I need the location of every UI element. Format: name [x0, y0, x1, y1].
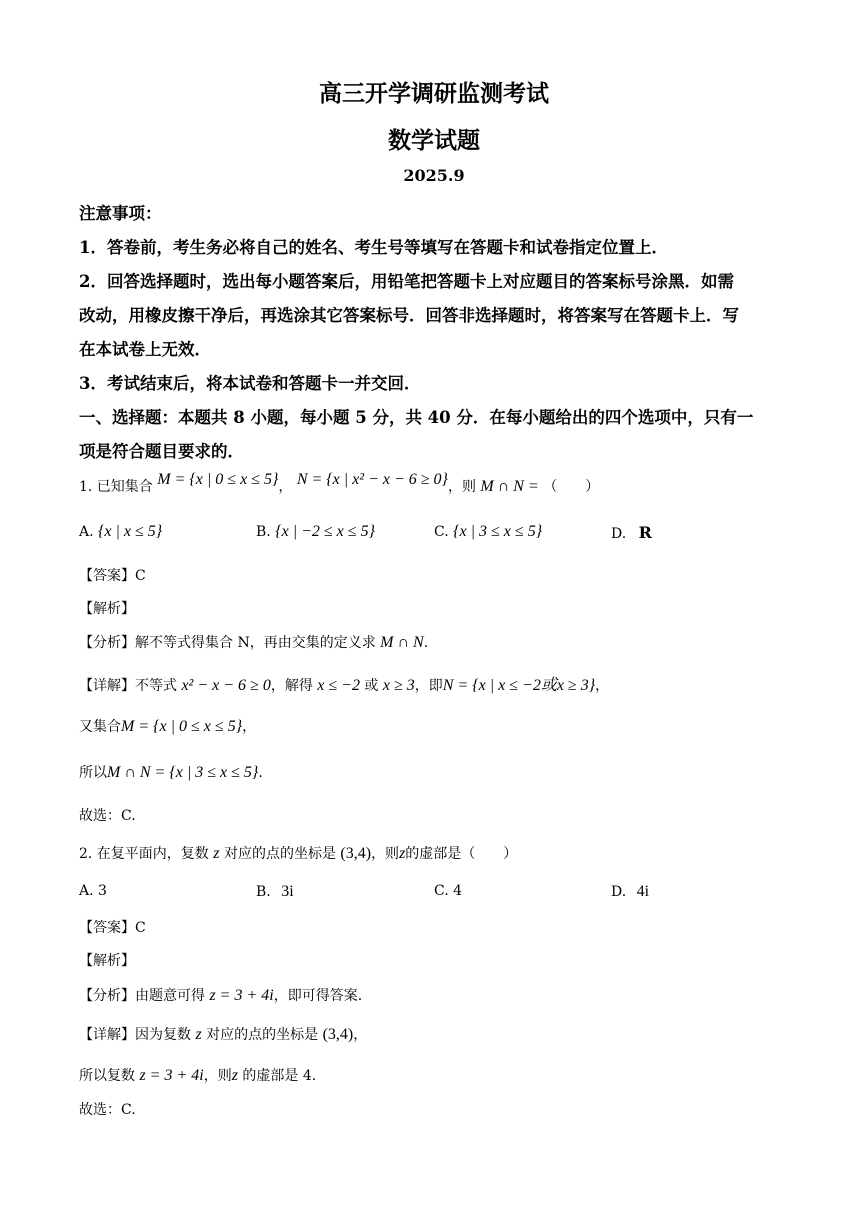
- q1-ask-expr: M ∩ N =: [480, 478, 539, 495]
- q2-coord: (3,4): [340, 845, 372, 862]
- q2-z: z: [213, 845, 220, 862]
- q1-xiangjie-root-2: x ≥ 3: [382, 677, 415, 694]
- q1-fenxi-expr: M ∩ N: [380, 634, 424, 651]
- q1-option-b: [256, 523, 375, 541]
- q2-option-d: [611, 883, 649, 901]
- exam-title: 高三开学调研监测考试: [319, 80, 549, 107]
- q2-xiangjie-z: z: [195, 1026, 202, 1043]
- q1-option-c-label: C.: [434, 524, 449, 540]
- q1-option-a-label: A.: [79, 524, 94, 540]
- q1-xiangjie-ji: ，即: [414, 678, 443, 694]
- subject-title: 数学试题: [388, 127, 480, 154]
- q1-again: [79, 716, 256, 736]
- exam-date: 2025.9: [403, 166, 465, 185]
- q1-conclusion-end: .: [258, 765, 263, 781]
- q2-option-b: [256, 883, 294, 901]
- q2-choose: 故选：C.: [79, 1102, 136, 1118]
- q2-conclusion-end: 的虚部是 4.: [242, 1068, 317, 1084]
- notice-heading: 注意事项：: [79, 204, 162, 223]
- notice-item-3: 3．考试结束后，将本试卷和答题卡一并交回．: [79, 374, 421, 393]
- q1-xiangjie-end: ，: [595, 678, 610, 694]
- q1-option-d: [611, 523, 652, 542]
- q2-xiangjie-text: 【详解】因为复数: [79, 1027, 191, 1043]
- q2-xiangjie: [79, 1024, 367, 1044]
- q1-option-b-value: {x | −2 ≤ x ≤ 5}: [275, 523, 375, 540]
- q1-fenxi-end: .: [423, 635, 429, 651]
- q2-conclusion-text: 所以复数: [79, 1068, 135, 1084]
- q1-again-text: 又集合: [79, 719, 121, 735]
- q1-paren: （ ）: [543, 479, 600, 495]
- q2-z-2: z: [399, 845, 406, 862]
- q1-conclusion-text: 所以: [79, 765, 107, 781]
- q1-again-expr: M = {x | 0 ≤ x ≤ 5}: [121, 718, 243, 735]
- q2-option-b-value: 3i: [281, 883, 294, 900]
- q1-xiangjie-mid: ，解得: [270, 678, 313, 694]
- q1-xiangjie-ineq: x² − x − 6 ≥ 0: [181, 677, 271, 694]
- q1-fenxi-text: 【分析】解不等式得集合 N，再由交集的定义求: [79, 635, 376, 651]
- question-1-stem: [79, 471, 600, 496]
- q1-conclusion: [79, 762, 263, 782]
- q1-option-d-label: D.: [611, 526, 627, 542]
- q2-conclusion-expr: z = 3 + 4i: [139, 1067, 204, 1084]
- q2-option-b-label: B.: [256, 884, 271, 900]
- q1-xiangjie: [79, 672, 609, 695]
- section-heading-line-2: 项是符合题目要求的．: [79, 442, 244, 461]
- q1-conclusion-expr: M ∩ N = {x | 3 ≤ x ≤ 5}: [107, 764, 259, 781]
- q2-stem-end: 的虚部是（ ）: [405, 846, 518, 862]
- q2-conclusion-mid: ，则: [203, 1068, 232, 1084]
- notice-item-1: 1．答卷前，考生务必将自己的姓名、考生号等填写在答题卡和试卷指定位置上．: [79, 238, 668, 257]
- section-heading-line-1: 一、选择题：本题共 8 小题，每小题 5 分，共 40 分．在每小题给出的四个选项中，只有一: [79, 408, 754, 427]
- q2-xiangjie-coord: (3,4): [322, 1026, 354, 1043]
- q1-option-a: [79, 523, 162, 541]
- q1-prefix: 1. 已知集合: [79, 479, 153, 495]
- q1-option-a-value: {x | x ≤ 5}: [98, 523, 163, 540]
- q1-again-end: ，: [242, 719, 257, 735]
- q1-set-m: M = {x | 0 ≤ x ≤ 5}: [157, 471, 279, 488]
- q1-sep: ，: [278, 479, 293, 495]
- q2-option-a: A. 3: [79, 883, 107, 899]
- q2-conclusion: [79, 1065, 316, 1085]
- q1-xiangjie-root-1: x ≤ −2: [317, 677, 360, 694]
- q1-xiangjie-text: 【详解】不等式: [79, 678, 177, 694]
- q1-ask-pre: ，则: [447, 479, 476, 495]
- q2-option-d-value: 4i: [636, 883, 650, 900]
- question-2-stem: [79, 843, 517, 863]
- q1-answer: 【答案】C: [79, 568, 146, 584]
- q2-stem-text: 2. 在复平面内，复数: [79, 846, 209, 862]
- q1-choose: 故选：C.: [79, 808, 136, 824]
- q2-stem-mid2: ，则: [371, 846, 400, 862]
- q2-fenxi: [79, 985, 362, 1005]
- q2-xiangjie-mid: 对应的点的坐标是: [206, 1027, 319, 1043]
- q1-set-n: N = {x | x² − x − 6 ≥ 0}: [296, 471, 448, 488]
- q2-option-c: C. 4: [434, 883, 463, 899]
- notice-item-2-line-1: 2．回答选择题时，选出每小题答案后，用铅笔把答题卡上对应题目的答案标号涂黑．如需: [79, 272, 734, 291]
- q1-analysis-label: 【解析】: [79, 601, 135, 617]
- q2-analysis-label: 【解析】: [79, 953, 135, 969]
- q2-fenxi-text: 【分析】由题意可得: [79, 988, 205, 1004]
- q2-xiangjie-end: ，: [353, 1027, 368, 1043]
- q1-option-d-value: R: [638, 523, 652, 542]
- q1-option-c: [434, 523, 542, 541]
- q2-fenxi-end: ，即可得答案.: [273, 988, 363, 1004]
- notice-item-2-line-3: 在本试卷上无效．: [79, 340, 211, 359]
- q2-stem-mid: 对应的点的坐标是: [223, 846, 336, 862]
- notice-item-2-line-2: 改动，用橡皮擦干净后，再选涂其它答案标号．回答非选择题时，将答案写在答题卡上．写: [79, 306, 739, 325]
- q1-option-c-value: {x | 3 ≤ x ≤ 5}: [453, 523, 543, 540]
- q1-fenxi: [79, 632, 428, 652]
- q2-fenxi-expr: z = 3 + 4i: [209, 987, 274, 1004]
- q2-option-d-label: D.: [611, 884, 627, 900]
- q1-xiangjie-or: 或: [364, 678, 379, 694]
- q1-option-b-label: B.: [256, 524, 271, 540]
- q2-answer: 【答案】C: [79, 920, 146, 936]
- q2-conclusion-z: z: [231, 1067, 238, 1084]
- q1-xiangjie-set-n: N = {x | x ≤ −2或x ≥ 3}: [442, 677, 596, 694]
